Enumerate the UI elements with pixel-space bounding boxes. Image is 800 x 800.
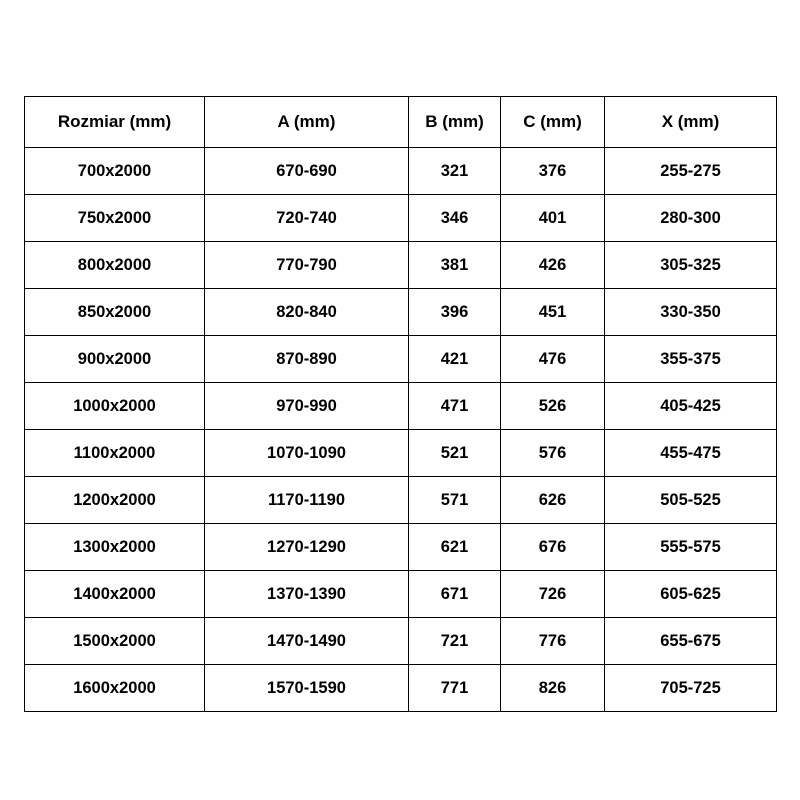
cell-rozmiar: 1100x2000	[25, 430, 205, 477]
column-header-x: X (mm)	[605, 97, 777, 148]
cell-b: 321	[409, 148, 501, 195]
table-row	[25, 430, 777, 477]
cell-x: 705-725	[605, 665, 777, 712]
cell-a: 720-740	[205, 195, 409, 242]
column-header-a: A (mm)	[205, 97, 409, 148]
cell-x: 405-425	[605, 383, 777, 430]
table-row	[25, 242, 777, 289]
cell-a: 970-990	[205, 383, 409, 430]
table-row	[25, 289, 777, 336]
cell-a: 1470-1490	[205, 618, 409, 665]
cell-rozmiar: 1000x2000	[25, 383, 205, 430]
cell-b: 396	[409, 289, 501, 336]
cell-a: 870-890	[205, 336, 409, 383]
cell-a: 820-840	[205, 289, 409, 336]
cell-rozmiar: 1500x2000	[25, 618, 205, 665]
cell-x: 330-350	[605, 289, 777, 336]
column-header-rozmiar: Rozmiar (mm)	[25, 97, 205, 148]
cell-a: 1070-1090	[205, 430, 409, 477]
cell-c: 676	[501, 524, 605, 571]
cell-c: 376	[501, 148, 605, 195]
cell-c: 476	[501, 336, 605, 383]
cell-b: 621	[409, 524, 501, 571]
size-table	[24, 96, 777, 712]
cell-x: 305-325	[605, 242, 777, 289]
cell-x: 505-525	[605, 477, 777, 524]
cell-a: 770-790	[205, 242, 409, 289]
table-header-row	[25, 97, 777, 148]
cell-x: 255-275	[605, 148, 777, 195]
table-body	[25, 148, 777, 712]
table-row	[25, 477, 777, 524]
cell-c: 776	[501, 618, 605, 665]
cell-a: 1370-1390	[205, 571, 409, 618]
cell-c: 726	[501, 571, 605, 618]
cell-a: 1570-1590	[205, 665, 409, 712]
table-row	[25, 524, 777, 571]
cell-a: 1270-1290	[205, 524, 409, 571]
cell-b: 671	[409, 571, 501, 618]
cell-b: 346	[409, 195, 501, 242]
table-row	[25, 148, 777, 195]
cell-x: 555-575	[605, 524, 777, 571]
cell-x: 280-300	[605, 195, 777, 242]
cell-rozmiar: 800x2000	[25, 242, 205, 289]
cell-b: 471	[409, 383, 501, 430]
cell-rozmiar: 750x2000	[25, 195, 205, 242]
column-header-c: C (mm)	[501, 97, 605, 148]
size-table-container	[24, 96, 776, 712]
table-row	[25, 195, 777, 242]
cell-c: 426	[501, 242, 605, 289]
cell-b: 571	[409, 477, 501, 524]
cell-x: 605-625	[605, 571, 777, 618]
cell-x: 455-475	[605, 430, 777, 477]
cell-rozmiar: 700x2000	[25, 148, 205, 195]
cell-c: 626	[501, 477, 605, 524]
table-header	[25, 97, 777, 148]
cell-x: 655-675	[605, 618, 777, 665]
cell-rozmiar: 1400x2000	[25, 571, 205, 618]
cell-b: 421	[409, 336, 501, 383]
cell-c: 576	[501, 430, 605, 477]
cell-c: 526	[501, 383, 605, 430]
cell-b: 771	[409, 665, 501, 712]
table-row	[25, 336, 777, 383]
table-row	[25, 571, 777, 618]
cell-rozmiar: 1200x2000	[25, 477, 205, 524]
cell-c: 826	[501, 665, 605, 712]
cell-c: 401	[501, 195, 605, 242]
cell-rozmiar: 900x2000	[25, 336, 205, 383]
table-row	[25, 618, 777, 665]
cell-a: 670-690	[205, 148, 409, 195]
table-row	[25, 383, 777, 430]
column-header-b: B (mm)	[409, 97, 501, 148]
cell-b: 521	[409, 430, 501, 477]
cell-rozmiar: 850x2000	[25, 289, 205, 336]
cell-rozmiar: 1300x2000	[25, 524, 205, 571]
cell-c: 451	[501, 289, 605, 336]
cell-b: 721	[409, 618, 501, 665]
cell-x: 355-375	[605, 336, 777, 383]
cell-a: 1170-1190	[205, 477, 409, 524]
cell-b: 381	[409, 242, 501, 289]
table-row	[25, 665, 777, 712]
cell-rozmiar: 1600x2000	[25, 665, 205, 712]
